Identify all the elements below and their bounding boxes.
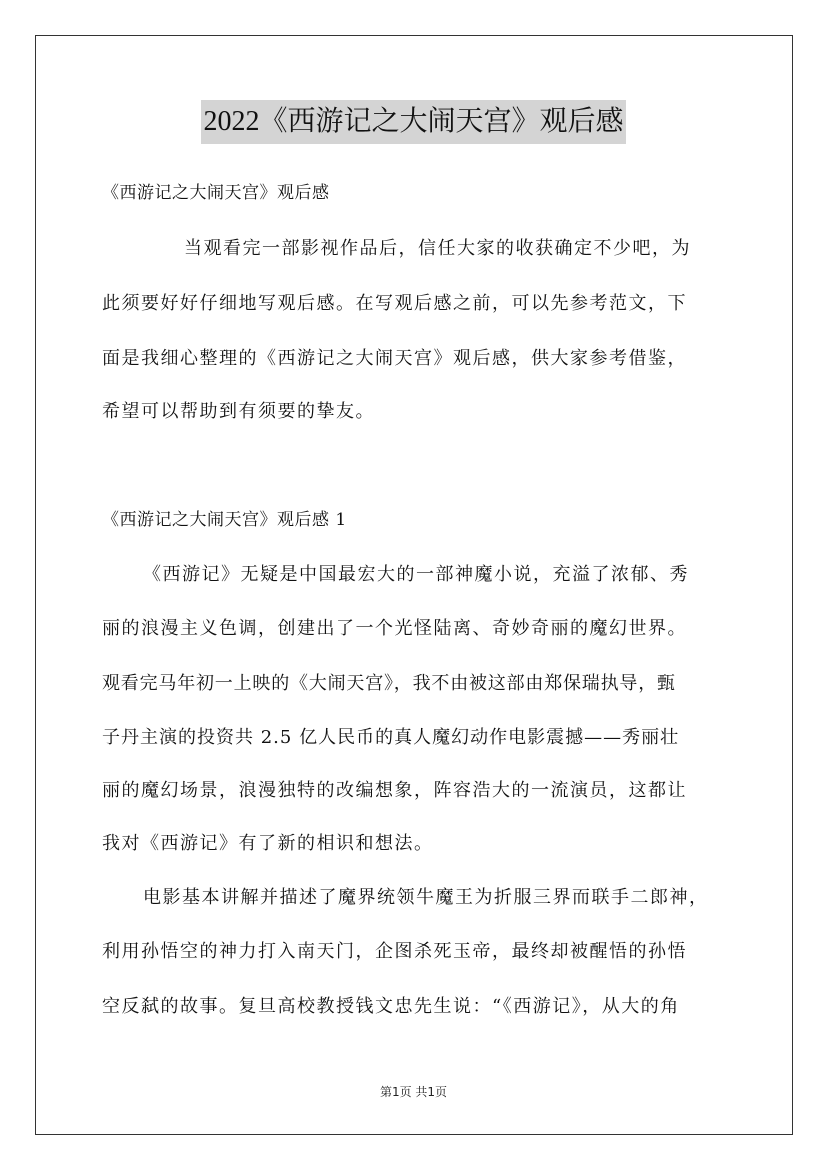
document-title: 2022《西游记之大闹天宫》观后感 bbox=[201, 100, 625, 144]
intro-line: 当观看完一部影视作品后，信任大家的收获确定不少吧，为 bbox=[184, 238, 691, 259]
intro-line: 希望可以帮助到有须要的挚友。 bbox=[102, 401, 375, 422]
body-line: 电影基本讲解并描述了魔界统领牛魔王为折服三界而联手二郎神， bbox=[143, 887, 709, 908]
body-line: 空反弑的故事。复旦高校教授钱文忠先生说：“《西游记》，从大的角 bbox=[102, 996, 680, 1017]
section-heading: 《西游记之大闹天宫》观后感 1 bbox=[102, 510, 347, 530]
body-line: 我对《西游记》有了新的相识和想法。 bbox=[102, 833, 434, 854]
body-line: 丽的魔幻场景，浪漫独特的改编想象，阵容浩大的一流演员，这都让 bbox=[102, 780, 687, 801]
intro-line: 此须要好好仔细地写观后感。在写观后感之前，可以先参考范文，下 bbox=[102, 293, 687, 314]
page-footer: 第1页 共1页 bbox=[379, 1085, 448, 1099]
body-line: 丽的浪漫主义色调，创建出了一个光怪陆离、奇妙奇丽的魔幻世界。 bbox=[102, 618, 687, 639]
body-line: 观看完马年初一上映的《大闹天宫》，我不由被这部由郑保瑞执导，甄 bbox=[102, 673, 676, 694]
body-line: 《西游记》无疑是中国最宏大的一部神魔小说，充溢了浓郁、秀 bbox=[143, 564, 689, 585]
intro-line: 面是我细心整理的《西游记之大闹天宫》观后感，供大家参考借鉴， bbox=[102, 348, 687, 369]
document-title-wrapper bbox=[0, 100, 827, 144]
body-line: 子丹主演的投资共 2.5 亿人民币的真人魔幻动作电影震撼——秀丽壮 bbox=[102, 727, 680, 748]
intro-subtitle: 《西游记之大闹天宫》观后感 bbox=[102, 183, 330, 203]
body-line: 利用孙悟空的神力打入南天门，企图杀死玉帝，最终却被醒悟的孙悟 bbox=[102, 941, 687, 962]
